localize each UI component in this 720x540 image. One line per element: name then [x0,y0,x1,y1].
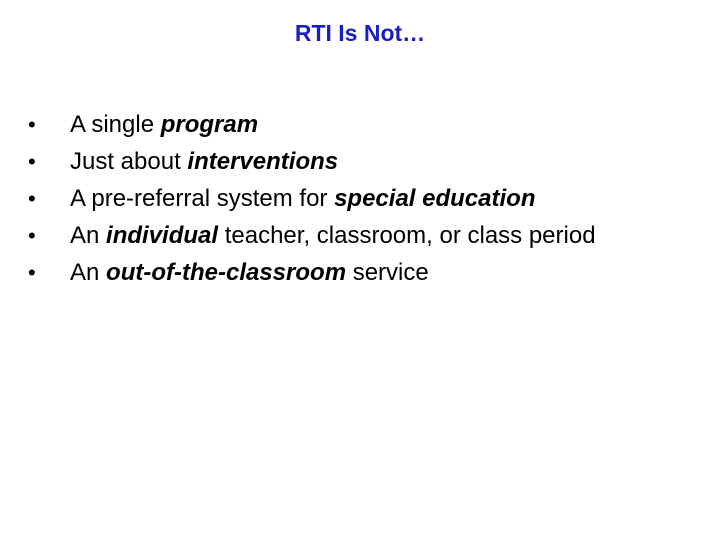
item-text: A pre-referral system for [70,185,335,212]
item-text-post: teacher, classroom, or class period [218,222,596,249]
bullet-icon: • [28,186,36,211]
item-text: Just about [70,148,188,175]
item-emphasis: special education [334,185,536,212]
bullet-icon: • [28,112,36,137]
list-item [28,110,668,139]
item-emphasis: individual [106,222,219,249]
list-item [28,221,668,250]
bullet-list [28,110,668,295]
list-item [28,147,668,176]
bullet-icon: • [28,260,36,285]
item-text: A single [70,111,161,138]
bullet-icon: • [28,223,36,248]
item-emphasis: interventions [187,148,339,175]
list-item [28,258,668,287]
slide-title: RTI Is Not… [294,20,426,46]
item-text: An [70,259,107,286]
item-emphasis: out-of-the-classroom [106,259,347,286]
bullet-icon: • [28,149,36,174]
list-item [28,184,668,213]
item-text-post: service [346,259,429,286]
item-text: An [70,222,107,249]
item-emphasis: program [160,111,259,138]
